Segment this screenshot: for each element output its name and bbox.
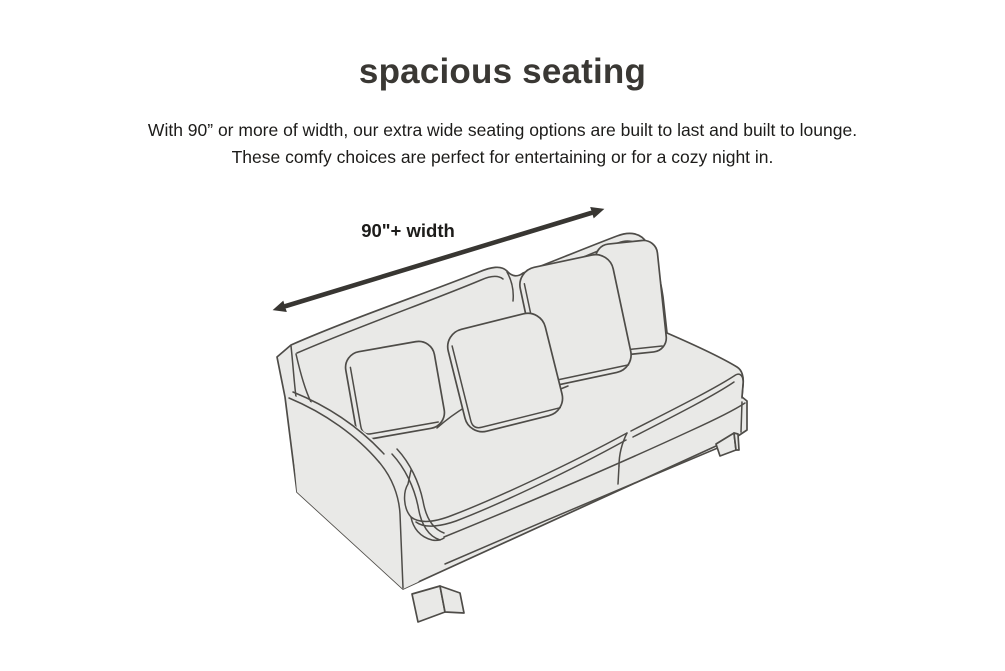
dimension-arrow-head-right	[590, 207, 604, 218]
front-left-foot-side	[440, 586, 464, 613]
sofa-drawing	[277, 233, 747, 622]
subtitle-line-2: These comfy choices are perfect for entertaining or for a cozy night in.	[231, 147, 774, 167]
pillow	[343, 339, 447, 441]
page-title: spacious seating	[358, 52, 647, 91]
base-right-corner-line	[741, 402, 742, 432]
dimension-label: 90"+ width	[361, 220, 455, 241]
seam-below-cushions	[618, 466, 619, 484]
dimension-arrow-head-left	[273, 301, 287, 312]
subtitle-line-1: With 90” or more of width, our extra wide seating options are built to last and built to lounge.	[147, 120, 858, 140]
throw-pillow-left-front	[343, 339, 447, 441]
front-left-foot	[412, 586, 445, 622]
